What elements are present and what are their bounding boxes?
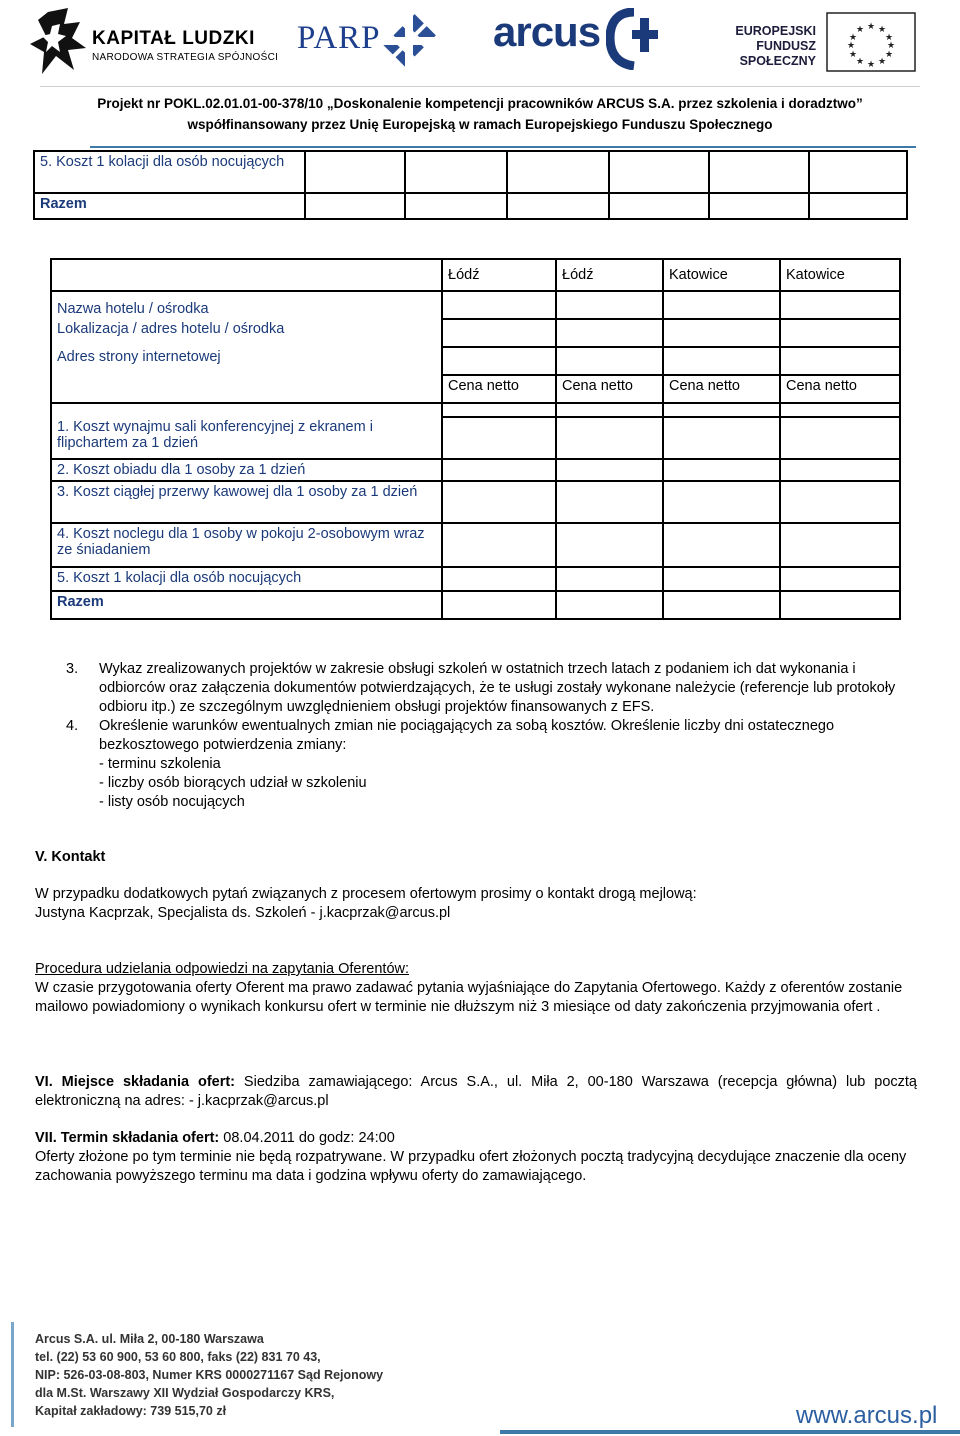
table-cell [809,193,907,219]
svg-text:★: ★ [877,24,887,34]
footer-line: NIP: 526-03-08-803, Numer KRS 0000271167 Sąd Rejonowy [35,1368,384,1382]
table-cell [663,347,780,375]
table-cell [442,459,556,481]
table-cell [442,523,556,567]
table-cell [780,591,900,619]
svg-text:★: ★ [855,24,865,34]
table-cell [609,193,709,219]
table-cell [780,347,900,375]
footer-line: dla M.St. Warszawy XII Wydział Gospodarczy KRS, [35,1386,335,1400]
svg-text:★: ★ [866,21,876,31]
table-cell [663,567,780,591]
cost-row-label: 1. Koszt wynajmu sali konferencyjnej z ekranem i flipchartem za 1 dzień [51,417,442,459]
list-item: - terminu szkolenia [99,756,221,772]
table-cell [442,291,556,319]
info-label-website: Adres strony internetowej [51,347,442,403]
table-cell [663,291,780,319]
list-item: - liczby osób biorących udział w szkoleniu [99,775,367,791]
contact-line-2: Justyna Kacprzak, Specjalista ds. Szkoleń - j.kacprzak@arcus.pl [35,905,451,921]
footer-line: Arcus S.A. ul. Miła 2, 00-180 Warszawa [35,1332,264,1346]
website-link[interactable]: www.arcus.pl [796,1402,938,1429]
table-cell [507,193,609,219]
footer-line: Kapitał zakładowy: 739 515,70 zł [35,1404,227,1418]
table-cell [442,403,556,417]
table-cell [405,151,507,193]
table-cell [305,151,405,193]
section-7-label: VII. Termin składania ofert: [35,1130,220,1146]
svg-text:★: ★ [884,32,894,42]
section-6 [35,1073,917,1111]
item-text-3: Wykaz zrealizowanych projektów w zakresie obsługi szkoleń w ostatnich trzech latach z podaniem ich dat wykonania i odbiorców oraz załączenia dokumentów potwierdzających, że te usługi zostały wykonane należycie (referencje lub protokoły odbioru itp.) ze szczególnym uwzględnieniem obsługi projektów finansowanych z EFS. [99,661,896,715]
contact-heading: V. Kontakt [35,849,106,865]
table-cell [442,567,556,591]
parp-logo-mark [380,12,438,70]
table-cell [709,151,809,193]
section-6-label: VI. Miejsce składania ofert: [35,1074,236,1090]
table-row [51,347,900,375]
eu-flag-icon [826,12,916,72]
section-7 [35,1129,925,1148]
cost-row-label: 4. Koszt noclegu dla 1 osoby w pokoju 2-osobowym wraz ze śniadaniem [51,523,442,567]
table-row [51,567,900,591]
table-cell [780,481,900,523]
procedure-text: W czasie przygotowania oferty Oferent ma prawo zadawać pytania wyjaśniające do Zapytania Ofertowego. Każdy z oferentów zostanie mailowo powiadomiony o wynikach konkursu ofert w terminie nie dłuższym niż 3 miesiące od daty zakończenia przyjmowania ofert . [35,980,903,1015]
footer-accent-bar [11,1322,14,1427]
cost-row-label: 2. Koszt obiadu dla 1 osoby za 1 dzień [51,459,442,481]
parp-logo-text: PARP [297,20,381,56]
table-spacer-row [51,403,900,417]
table-cell [442,417,556,459]
table-cell [556,417,663,459]
table-cell [442,481,556,523]
table-row [51,459,900,481]
table-cell [556,319,663,347]
svg-text:★: ★ [846,40,856,50]
city-header: Katowice [780,259,900,291]
city-header: Łódź [442,259,556,291]
table-cell [663,403,780,417]
table-cell [556,347,663,375]
kl-title: KAPITAŁ LUDZKI [92,28,255,49]
table-cell [442,319,556,347]
header-divider [40,86,920,87]
total-label: Razem [51,591,442,619]
table-total-row [51,591,900,619]
table-cell [442,347,556,375]
footer-rule [500,1430,960,1434]
svg-text:★: ★ [848,49,858,59]
price-header: Cena netto [780,375,900,403]
price-header: Cena netto [556,375,663,403]
table-cell [780,459,900,481]
item-text-4: Określenie warunków ewentualnych zmian nie pociągających za sobą kosztów. Określenie liczby dni ostatecznego bezkosztowego potwierdzenia zmiany: [99,718,835,753]
cost-row-label: 5. Koszt 1 kolacji dla osób nocujących [51,567,442,591]
table-cell [556,291,663,319]
procedure-heading: Procedura udzielania odpowiedzi na zapytania Oferentów: [35,961,410,977]
footer-line: tel. (22) 53 60 900, 53 60 800, faks (22) 831 70 43, [35,1350,321,1364]
table-cell [556,459,663,481]
table-cell [663,319,780,347]
table-cell [556,403,663,417]
section-7-text: 08.04.2011 do godz: 24:00 [219,1130,395,1146]
efs-title: EUROPEJSKI FUNDUSZ SPOŁECZNY [735,24,816,68]
project-line-2: współfinansowany przez Unię Europejską w ramach Europejskiego Funduszu Społecznego [187,117,773,132]
table-cell [780,523,900,567]
table-cell [305,193,405,219]
table-cell [51,259,442,291]
table-cell [780,319,900,347]
svg-text:★: ★ [866,59,876,69]
info-label-hotel-name: Nazwa hotelu / ośrodka [51,291,442,319]
table-cell-label: 5. Koszt 1 kolacji dla osób nocujących [34,151,305,193]
price-header: Cena netto [663,375,780,403]
price-header: Cena netto [442,375,556,403]
table-cell [663,459,780,481]
svg-text:★: ★ [886,40,896,50]
table-row [51,319,900,347]
table-row [51,481,900,523]
item-number-4: 4. [66,718,79,734]
project-line-1: Projekt nr POKL.02.01.01-00-378/10 „Doskonalenie kompetencji pracowników ARCUS S.A. przez szkolenia i doradztwo” [97,96,863,111]
svg-text:★: ★ [855,56,865,66]
table-cell [663,591,780,619]
table-cell [556,523,663,567]
table-cell [442,591,556,619]
item-number-3: 3. [66,661,79,677]
svg-text:★: ★ [884,49,894,59]
table-cell [780,291,900,319]
city-header: Katowice [663,259,780,291]
arcus-logo-text: arcus [493,8,601,55]
table-cell [405,193,507,219]
city-header: Łódź [556,259,663,291]
table-header-row [51,259,900,291]
table-cell [556,481,663,523]
table-cell [609,151,709,193]
table-cell [780,403,900,417]
table-cell [663,523,780,567]
header-rule [90,146,916,148]
table-continuation [33,150,908,220]
table-cell [663,481,780,523]
kapital-ludzki-logo [28,4,90,80]
table-row [34,151,907,193]
table-cell [556,567,663,591]
contact-line-1: W przypadku dodatkowych pytań związanych z procesem ofertowym prosimy o kontakt drogą mejlową: [35,886,697,902]
table-cell [51,403,442,417]
svg-text:★: ★ [877,56,887,66]
table-row [51,523,900,567]
list-item: - listy osób nocujących [99,794,245,810]
table-cell-total: Razem [34,193,305,219]
section-6-text: Siedziba zamawiającego: Arcus S.A., ul. Miła 2, 00-180 Warszawa (recepcja główna) lub pocztą elektroniczną na adres: - j.kacprzak@arcus.pl [35,1074,917,1109]
table-cell [556,591,663,619]
section-7-note: Oferty złożone po tym terminie nie będą rozpatrywane. W przypadku ofert złożonych pocztą tradycyjną decydujące znaczenie dla oceny zachowania powyższego terminu ma data i godzina wpływu oferty do zamawiającego. [35,1149,907,1184]
info-label-location: Lokalizacja / adres hotelu / ośrodka [51,319,442,347]
table-cell [809,151,907,193]
table-cell [507,151,609,193]
table-cell [709,193,809,219]
table-cell [663,417,780,459]
svg-text:★: ★ [848,32,858,42]
table-cell [780,567,900,591]
hotel-pricing-table [50,258,901,620]
cost-row-label: 3. Koszt ciągłej przerwy kawowej dla 1 osoby za 1 dzień [51,481,442,523]
kl-subtitle: NARODOWA STRATEGIA SPÓJNOŚCI [92,52,279,63]
table-row [51,417,900,459]
table-row [51,291,900,319]
table-row [34,193,907,219]
arcus-logo-mark [606,8,662,70]
table-cell [780,417,900,459]
